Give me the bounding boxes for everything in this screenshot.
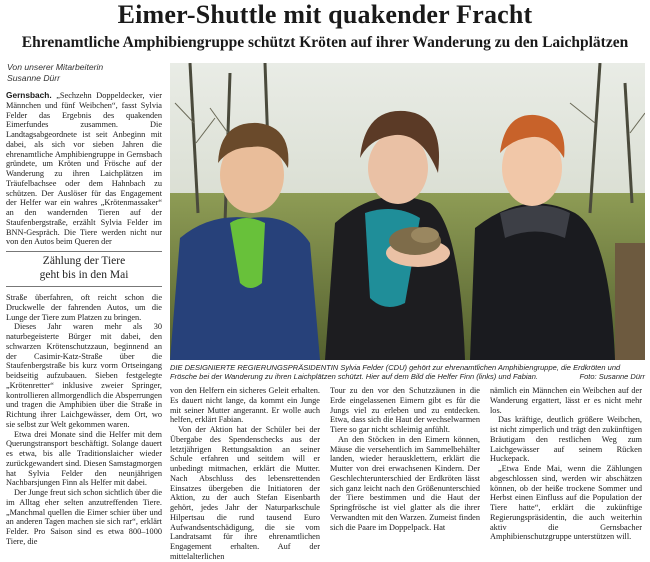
column-2 bbox=[170, 386, 320, 562]
paragraph: Das kräftige, deutlich größere Weibchen, ist nicht zimperlich und trägt den zukünftigen Bräutigam den restlichen Weg zum Laichgewässer auf seinem Rücken Huckepack. bbox=[490, 415, 642, 464]
subheading bbox=[6, 255, 162, 282]
subheading-line2: geht bis in den Mai bbox=[39, 268, 129, 281]
column-1-top bbox=[6, 91, 162, 247]
paragraph: von den Helfern ein sicheres Geleit erhalten. Es dauert nicht lange, da kommt ein Junge mit seiner Mutter angerannt. Er wolle auch helfen, erklärt Fabian. bbox=[170, 386, 320, 425]
paragraph: An den Stöcken in den Eimern können, Mäuse die versehentlich im Sammelbehälter landen, wieder herausklettern, erklärt die Mutter von drei erwachsenen Kindern. Der Geschlechterunterschied der Erdkröten lässt sich ganz leicht nach den Größenunterschied der Tiere bestimmen und die Haut der Springfrösche ist viel glatter als die ihrer Verwandten mit den Warzen. Zumeist finden sich die Paare im Doppelpack. Hat bbox=[330, 434, 480, 532]
photo-illustration bbox=[170, 63, 645, 360]
column-3 bbox=[330, 386, 480, 532]
caption-text: Sylvia Felder (CDU) gehört zur ehrenamtlichen Amphibiengruppe, die Erdkröten und Frösche bei der Wanderung zu ihren Laichplätzen schützt. Hier auf dem Bild die Helfer Finn (links) und Fabian. bbox=[170, 363, 621, 381]
paragraph: Straße überfahren, oft reicht schon die Druckwelle der fahrenden Autos, um die Lunge der Tiere zum Platzen zu bringen. bbox=[6, 293, 162, 322]
byline-line1: Von unserer Mitarbeiterin bbox=[7, 62, 104, 72]
paragraph: nämlich ein Männchen ein Weibchen auf der Wanderung ergattert, lässt er es nicht mehr los. bbox=[490, 386, 642, 415]
article-photo bbox=[170, 63, 645, 360]
rule-top bbox=[6, 251, 162, 252]
lead-text: „Sechzehn Doppeldecker, vier Männchen und fünf Weibchen“, fasst Sylvia Felder das Ergebnis des quakenden Eimerfundes zusammen. Die Landtagsabgeordnete ist seit Anbeginn mit dabei, als sich vor sieben Jahren die ehrenamtliche Amphibiengruppe in Gernsbach gründete, um Kröten und Frösche auf der Wanderung zu ihren Laichplätzen im Träufelbachsee oder dem Hahnbach zu schützen. Der Auslöser für das Engagement der Helfer war ein wahres „Krötenmassaker“ an den wandernden Tieren auf der Staufenbergstraße, erzählt Sylvia Felder im BNN-Gespräch. Die Tiere werden nicht nur von den Autos beim Queren der bbox=[6, 91, 162, 247]
byline bbox=[7, 62, 157, 84]
headline: Eimer-Shuttle mit quakender Fracht bbox=[117, 0, 533, 29]
paragraph: Von der Aktion hat der Schüler bei der Übergabe des Spendenschecks aus der letztjährigen Rettungsaktion an seiner Schule erfahren und seitdem will er unbedingt mitmachen, erklärt die Mutter. Nach Abschluss des lebensrettenden Einsatzes übergeben die Initiatoren der Aktion, zu der auch Stefan Eisenbarth gehört, jedes Jahr der Naturparkschule Hilpertsau die rund tausend Euro Aufwandsentschädigung, die sie vom Landratsamt für ihre ehrenamtlichen Engagement erhalten. Auf der mittelalterlichen bbox=[170, 425, 320, 561]
paragraph: Tour zu den vor den Schutzzäunen in die Erde eingelassenen Eimern gibt es für die Jungs viel zu erleben und zu entdecken. Etwa, dass sich die Haut der wechselwarmen Tiere so gar nicht schleimig anfühlt. bbox=[330, 386, 480, 434]
photo-caption bbox=[170, 363, 645, 381]
caption-lead: DIE DESIGNIERTE REGIERUNGSPRÄSIDENTIN bbox=[170, 363, 339, 372]
subheading-line1: Zählung der Tiere bbox=[42, 255, 126, 267]
byline-author: Susanne Dürr bbox=[7, 73, 61, 83]
lead-paragraph bbox=[6, 91, 162, 247]
paragraph: „Etwa Ende Mai, wenn die Zählungen abgeschlossen sind, werden wir abschätzen können, ob der heiße trockene Sommer und Herbst einen Einfluss auf die Population der Tiere hatte“, erklärt die zukünftige Regierungspräsidentin, die auch weiterhin aktiv die Gernsbacher Amphibienschutzgruppe unterstützen will. bbox=[490, 464, 642, 542]
paragraph: Etwa drei Monate sind die Helfer mit dem Querungstransport beschäftigt. Solange dauert es etwa, bis alle Traditionslaicher wieder zurückgewandert sind. Diesen Samstagmorgen hat Sylvia Felder den neunjährigen Nachbarsjungen Finn als Helfer mit dabei. bbox=[6, 429, 162, 488]
dateline: Gernsbach. bbox=[6, 90, 52, 100]
paragraph: Dieses Jahr waren mehr als 30 naturbegeisterte Bürger mit dabei, den schwarzen Krötenschutzzaun, beginnend an der Casimir-Katz-Straße über die Staufenbergstraße bis kurz vorm Ortseingang beidseitig aufzubauen. Sieben festgelegte „Krötenretter“ inklusive zweier Springer, kontrollieren allmorgendlich die Absperrungen und tragen die Amphibien über die Straße in Richtung ihrer Laichgewässer, dem Ort, wo sie selbst zur Welt gekommen waren. bbox=[6, 322, 162, 429]
column-4 bbox=[490, 386, 642, 542]
column-1-bottom bbox=[6, 293, 162, 547]
subheadline: Ehrenamtliche Amphibiengruppe schützt Kröten auf ihrer Wanderung zu den Laichplätzen bbox=[21, 34, 629, 51]
rule-bottom bbox=[6, 286, 162, 287]
photo-credit: Foto: Susanne Dürr bbox=[579, 372, 645, 381]
paragraph: Der Junge freut sich schon sichtlich über die im Alltag eher selten anzutreffenden Tiere. „Manchmal quellen die Eimer schier über und an anderen Tagen machen sie sich rar“, erklärt Felder. Pro Saison sind es etwa 800–1000 Tiere, die bbox=[6, 488, 162, 546]
